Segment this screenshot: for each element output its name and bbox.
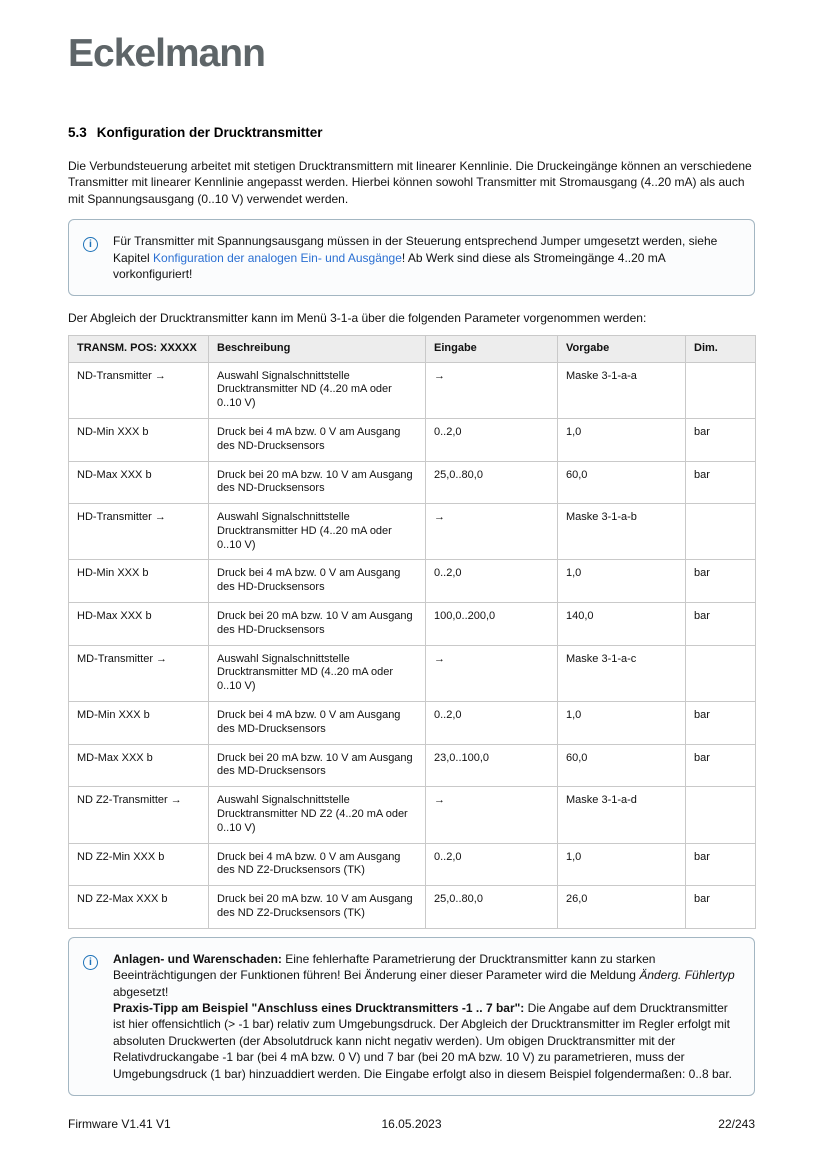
- table-cell: bar: [686, 461, 756, 504]
- table-cell: Druck bei 4 mA bzw. 0 V am Ausgang des MD-Drucksensors: [209, 702, 426, 745]
- table-cell: HD-Transmitter →: [69, 504, 209, 560]
- note-text-after-link: ! Ab Werk sind diese als Stromeingänge 4..20 mA vorkonfiguriert!: [113, 250, 666, 281]
- table-cell: MD-Max XXX b: [69, 744, 209, 787]
- table-row: [69, 702, 756, 745]
- table-cell: [686, 645, 756, 701]
- table-cell: ND Z2-Min XXX b: [69, 843, 209, 886]
- note-text-segment: Die Angabe auf dem Drucktransmitter ist hier offensichtlich (> -1 bar) relativ zum Umgebungsdruck. Der Abgleich der Drucktransmitter im Regler erfolgt mit absoluten Druckwerten (der Absolutdruck kann nicht negativ werden). Um obigen Drucktransmitter mit der Relativdruckangabe -1 bar (bei 4 mA bzw. 0 V) und 7 bar (bei 20 mA bzw. 10 V) zu parametrieren, muss der Umgebungsdruck (1 bar) hinzuaddiert werden. Die Eingabe erfolgt also in diesem Beispiel folgendermaßen: 0..8 bar.: [113, 1001, 733, 1081]
- table-cell: 0..2,0: [426, 560, 558, 603]
- info-icon: i: [83, 955, 98, 970]
- table-row: [69, 843, 756, 886]
- note-text-segment: Eine fehlerhafte Parametrierung der Drucktransmitter kann zu starken Beeinträchtigungen der Funktionen führen! Bei Änderung einer dieser Parameter wird die Meldung: [113, 951, 656, 983]
- table-cell: →: [426, 787, 558, 843]
- table-cell: ND Z2-Transmitter →: [69, 787, 209, 843]
- table-cell: →: [426, 362, 558, 418]
- table-cell: 1,0: [558, 418, 686, 461]
- table-cell: HD-Max XXX b: [69, 603, 209, 646]
- note-text-segment: abgesetzt!: [113, 984, 169, 999]
- table-cell: 1,0: [558, 843, 686, 886]
- info-icon: i: [83, 237, 98, 252]
- warning-text: [113, 951, 738, 1082]
- table-cell: ND-Max XXX b: [69, 461, 209, 504]
- table-cell: 0..2,0: [426, 843, 558, 886]
- table-cell: 140,0: [558, 603, 686, 646]
- table-cell: 0..2,0: [426, 702, 558, 745]
- table-cell: ND Z2-Max XXX b: [69, 886, 209, 929]
- table-row: [69, 886, 756, 929]
- table-cell: Auswahl Signalschnittstelle Drucktransmitter ND Z2 (4..20 mA oder 0..10 V): [209, 787, 426, 843]
- note-text-segment: Praxis-Tipp am Beispiel "Anschluss eines Drucktransmitters -1 .. 7 bar":: [113, 1001, 525, 1016]
- note-text-segment: Anlagen- und Warenschaden:: [113, 951, 282, 966]
- table-cell: Druck bei 20 mA bzw. 10 V am Ausgang des ND Z2-Drucksensors (TK): [209, 886, 426, 929]
- table-cell: bar: [686, 886, 756, 929]
- table-cell: Maske 3-1-a-d: [558, 787, 686, 843]
- table-cell: Maske 3-1-a-a: [558, 362, 686, 418]
- intro-paragraph: Die Verbundsteuerung arbeitet mit stetigen Drucktransmittern mit linearer Kennlinie. Die Druckeingänge können an verschiedene Transmitter mit linearer Kennlinie angepasst werden. Hierbei können sowohl Transmitter mit Stromausgang (4..20 mA) als auch mit Spannungsausgang (0..10 V) verwendet werden.: [68, 158, 752, 206]
- table-row: [69, 461, 756, 504]
- table-cell: Druck bei 20 mA bzw. 10 V am Ausgang des MD-Drucksensors: [209, 744, 426, 787]
- table-cell: MD-Transmitter →: [69, 645, 209, 701]
- table-cell: Druck bei 4 mA bzw. 0 V am Ausgang des HD-Drucksensors: [209, 560, 426, 603]
- table-cell: bar: [686, 744, 756, 787]
- table-row: [69, 362, 756, 418]
- table-header-row: [69, 335, 756, 362]
- footer-firmware-version: Firmware V1.41 V1: [68, 1117, 171, 1131]
- col-header-beschreibung: Beschreibung: [209, 335, 426, 362]
- note-text-segment: Änderg. Fühlertyp: [639, 968, 735, 983]
- table-cell: bar: [686, 560, 756, 603]
- table-cell: MD-Min XXX b: [69, 702, 209, 745]
- table-cell: [686, 362, 756, 418]
- warning-note-box: [68, 937, 755, 1096]
- table-cell: 23,0..100,0: [426, 744, 558, 787]
- table-cell: 25,0..80,0: [426, 461, 558, 504]
- table-row: [69, 603, 756, 646]
- col-header-dim: Dim.: [686, 335, 756, 362]
- table-cell: Auswahl Signalschnittstelle Drucktransmitter MD (4..20 mA oder 0..10 V): [209, 645, 426, 701]
- eckelmann-logo: Eckelmann: [68, 32, 265, 75]
- col-header-transm-pos: TRANSM. POS: XXXXX: [69, 335, 209, 362]
- page-footer: [68, 1117, 755, 1131]
- table-cell: Druck bei 4 mA bzw. 0 V am Ausgang des ND-Drucksensors: [209, 418, 426, 461]
- table-row: [69, 418, 756, 461]
- table-cell: Auswahl Signalschnittstelle Drucktransmitter HD (4..20 mA oder 0..10 V): [209, 504, 426, 560]
- info-note-box: [68, 219, 755, 296]
- note-icon-column: [83, 233, 113, 252]
- note-text-before-link: Für Transmitter mit Spannungsausgang müssen in der Steuerung entsprechend Jumper umgesetzt werden, siehe Kapitel: [113, 234, 718, 265]
- table-cell: HD-Min XXX b: [69, 560, 209, 603]
- table-cell: 100,0..200,0: [426, 603, 558, 646]
- parameter-table: [68, 335, 756, 929]
- table-cell: Druck bei 20 mA bzw. 10 V am Ausgang des HD-Drucksensors: [209, 603, 426, 646]
- table-cell: 60,0: [558, 744, 686, 787]
- table-cell: Druck bei 20 mA bzw. 10 V am Ausgang des ND-Drucksensors: [209, 461, 426, 504]
- table-cell: ND-Transmitter →: [69, 362, 209, 418]
- table-cell: 1,0: [558, 560, 686, 603]
- col-header-vorgabe: Vorgabe: [558, 335, 686, 362]
- col-header-eingabe: Eingabe: [426, 335, 558, 362]
- table-cell: Auswahl Signalschnittstelle Drucktransmitter ND (4..20 mA oder 0..10 V): [209, 362, 426, 418]
- table-cell: →: [426, 504, 558, 560]
- table-row: [69, 645, 756, 701]
- table-cell: 0..2,0: [426, 418, 558, 461]
- section-heading: [68, 125, 755, 142]
- chapter-link[interactable]: Konfiguration der analogen Ein- und Ausgänge: [153, 250, 402, 265]
- footer-page-number: 22/243: [718, 1117, 755, 1131]
- table-cell: bar: [686, 843, 756, 886]
- table-row: [69, 560, 756, 603]
- table-row: [69, 744, 756, 787]
- note-icon-column: [83, 951, 113, 970]
- table-cell: bar: [686, 418, 756, 461]
- table-cell: Maske 3-1-a-c: [558, 645, 686, 701]
- section-number: 5.3: [68, 125, 87, 140]
- footer-date: 16.05.2023: [381, 1117, 442, 1131]
- table-cell: 60,0: [558, 461, 686, 504]
- table-cell: 25,0..80,0: [426, 886, 558, 929]
- table-cell: ND-Min XXX b: [69, 418, 209, 461]
- table-cell: bar: [686, 603, 756, 646]
- table-cell: 1,0: [558, 702, 686, 745]
- section-title: Konfiguration der Drucktransmitter: [96, 125, 323, 140]
- table-intro-text: Der Abgleich der Drucktransmitter kann im Menü 3-1-a über die folgenden Parameter vorgenommen werden:: [68, 311, 647, 326]
- note-text: [113, 233, 738, 282]
- table-cell: [686, 504, 756, 560]
- table-row: [69, 504, 756, 560]
- table-cell: →: [426, 645, 558, 701]
- table-cell: 26,0: [558, 886, 686, 929]
- table-cell: Maske 3-1-a-b: [558, 504, 686, 560]
- table-cell: Druck bei 4 mA bzw. 0 V am Ausgang des ND Z2-Drucksensors (TK): [209, 843, 426, 886]
- page-content: [68, 0, 755, 1096]
- table-cell: [686, 787, 756, 843]
- table-row: [69, 787, 756, 843]
- table-body: [69, 362, 756, 928]
- table-cell: bar: [686, 702, 756, 745]
